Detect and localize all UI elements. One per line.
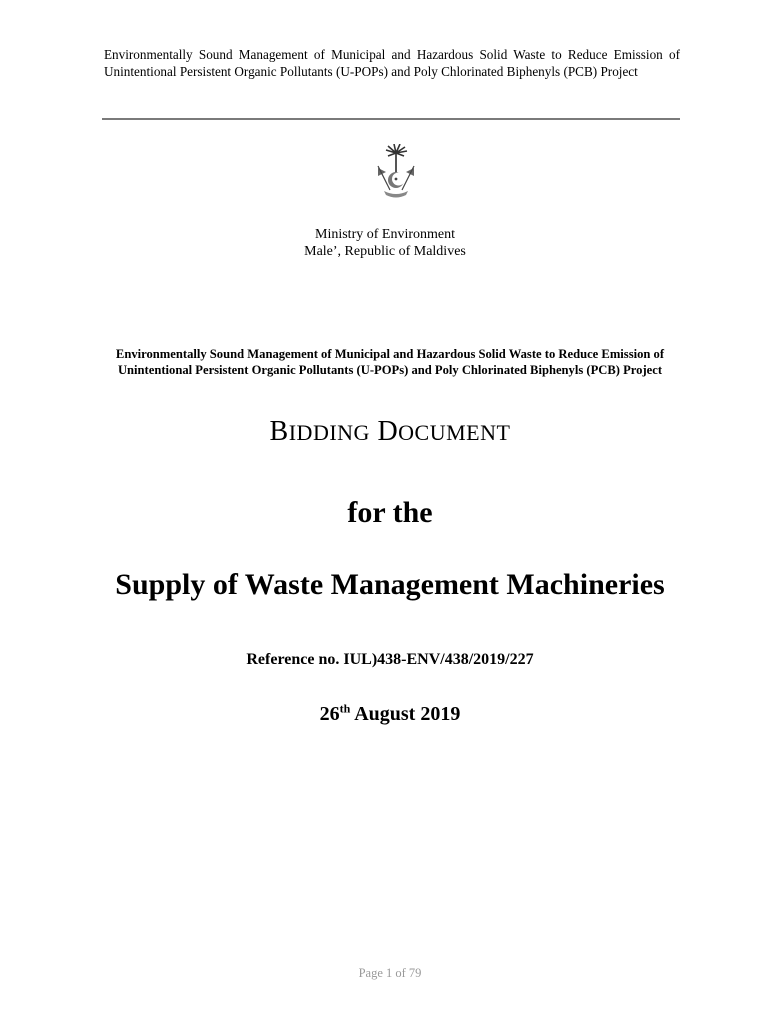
header-divider: [102, 118, 680, 120]
date-suffix: th: [339, 701, 351, 716]
title-initial-1: B: [269, 416, 289, 447]
title-initial-2: D: [377, 416, 399, 447]
title-rest-1: IDDING: [288, 420, 370, 445]
page-number: Page 1 of 79: [358, 966, 422, 980]
running-header: Environmentally Sound Management of Municipal and Hazardous Solid Waste to Reduce Emission of Unintentional Persistent Organic Pollutants (U-POPs) and Poly Chlorinated Biphenyls (PCB) Project: [104, 47, 680, 79]
title-rest-2: OCUMENT: [398, 420, 511, 445]
ministry-location: Male’, Republic of Maldives: [304, 244, 466, 259]
reference-number: Reference no. IUL)438-ENV/438/2019/227: [246, 651, 534, 668]
date-month-year: August 2019: [350, 703, 461, 725]
date-day: 26: [319, 703, 340, 725]
for-the-heading: for the: [347, 496, 433, 529]
state-emblem-icon: [370, 144, 422, 200]
project-title: Environmentally Sound Management of Municipal and Hazardous Solid Waste to Reduce Emission of Unintentional Persistent Organic Pollutants (U-POPs) and Poly Chlorinated Biphenyls (PCB) Project: [115, 347, 665, 377]
document-title: [0, 414, 770, 451]
ministry-name: Ministry of Environment: [315, 227, 455, 242]
supply-heading: Supply of Waste Management Machineries: [115, 568, 665, 601]
document-date: [0, 702, 770, 726]
